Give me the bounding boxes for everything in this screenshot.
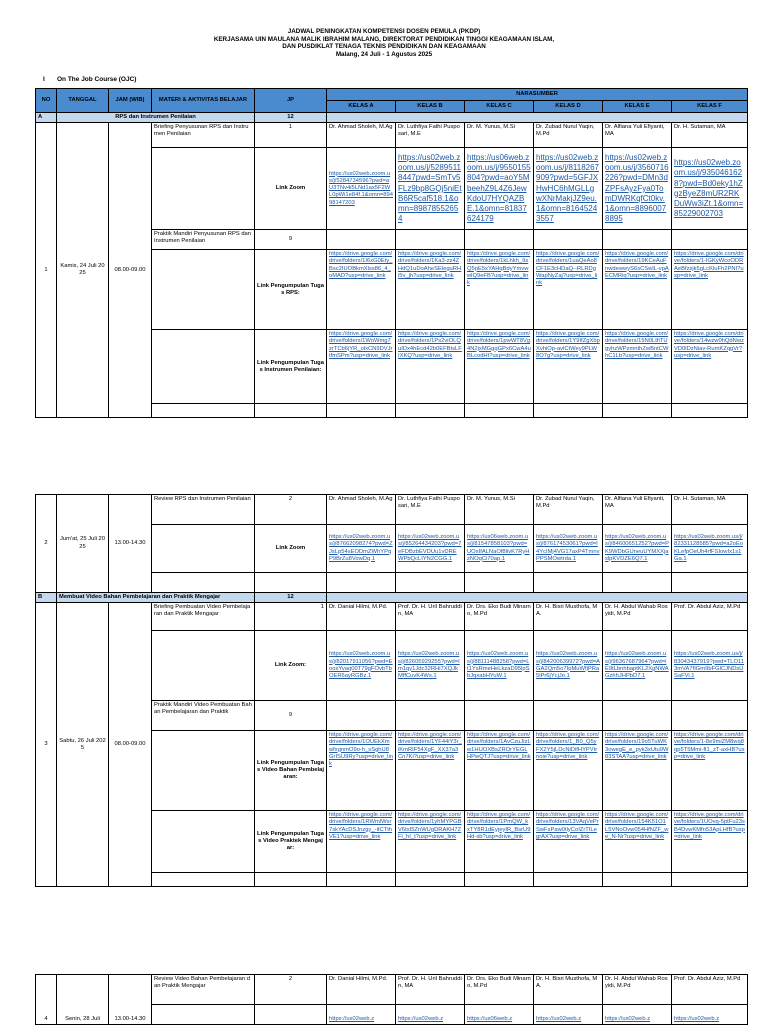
drive-link[interactable]: https://drive.google.com/drive/folders/1Ka3-zz4ZHdQ1uDoAheSEleguRHi5v_jh?usp=drive_link xyxy=(396,250,465,330)
section-title: On The Job Course (OJC) xyxy=(57,76,137,83)
drive-link[interactable]: https://drive.google.com/drive/folders/1-8e9miZM8wq8qp5T5Mmi-fI1_zT-axHB?usp=drive_link xyxy=(672,731,748,811)
col-header-kelas-e: KELAS E xyxy=(603,101,672,113)
zoom-link[interactable]: https://us02web.zoom.us/j/96367687964?pwd=iE9tLbnhbaptKL2XgNWAGzhhJHPbD7.1 xyxy=(603,631,672,701)
document-header xyxy=(0,28,768,58)
link-label: Link Pengumpulan Tugas RPS: xyxy=(255,250,327,330)
col-header-tanggal: TANGGAL xyxy=(57,89,109,113)
row-date: Sabtu, 26 Juli 2025 xyxy=(57,603,109,887)
zoom-link[interactable]: https://us02web.zoom.us/j/83043437919?pwd=TLO113mVA7fIGm9bFGlCJNDsUSaFVi.1 xyxy=(672,631,748,701)
zoom-link[interactable]: https://us02web.zoom.us/j/52895118447pwd=SmTv5FLz9bp8GQj5niEtB6R5caf518.1&omn=89878552654 xyxy=(396,148,465,230)
drive-link[interactable]: https://drive.google.com/drive/folders/1uaQeAo8CF1E3cHDaQ--RLRDgWapNyZaj?usp=drive_link xyxy=(534,250,603,330)
zoom-link[interactable]: https://us02web.zoom.us/j/85264434203?pwd=7eFDBzbEVDUu1vDREWPbQcLIYN2CGG.1 xyxy=(396,525,465,573)
drive-link[interactable]: https://drive.google.com/drive/folders/1PmQW_kxTY8R1dEyjeyIR_BsrU9Hd-sb?usp=drive_link xyxy=(465,811,534,873)
speaker-name: Prof. Dr. H. Uril Bahruddin, MA xyxy=(396,975,465,1005)
speaker-name: Dr. Luthfiya Fathi Pusposari, M.E xyxy=(396,495,465,525)
zoom-link[interactable]: https://us06web.z xyxy=(465,1005,534,1025)
drive-link[interactable]: https://drive.google.com/drive/folders/1UOvq-5ptFu23sB4DvwKMfn53ApLHfB?usp=drive_link xyxy=(672,811,748,873)
band-code: A xyxy=(36,113,57,123)
speaker-name: Dr. Drs. Eko Budi Minarno, M.Pd xyxy=(465,975,534,1005)
activity-text: Briefing Penyusunan RPS dan Instrumen Penilaian xyxy=(152,123,255,148)
drive-link[interactable]: https://drive.google.com/drive/folders/1Ps2viOLQuIDx4hEcd42b0EFBtsLFIXKQ?usp=drive_link xyxy=(396,330,465,404)
row-number: 2 xyxy=(36,495,57,593)
zoom-link[interactable]: https://us06web.zoom.us/j/81547858103?pwd=UOxIfALNaOf8livK7RyHzNOqCi70ap.1 xyxy=(465,525,534,573)
drive-link[interactable]: https://drive.google.com/drive/folders/1WoWmg7zrTCb6jYR_olxCN9DVJrtfmSPm?usp=drive_link xyxy=(327,330,396,404)
col-header-kelas-f: KELAS F xyxy=(672,101,748,113)
speaker-name: Dr. Alfiana Yuli Efiyanti, MA xyxy=(603,495,672,525)
col-header-kelas-c: KELAS C xyxy=(465,101,534,113)
link-label: Link Zoom xyxy=(255,525,327,573)
drive-link[interactable]: https://drive.google.com/drive/folders/1kLhkh_9sQ5pE5xYAHqBdyYmvwwlQ9eFB?usp=drive_link xyxy=(465,250,534,330)
jp-value: 2 xyxy=(255,975,327,1005)
activity-text: Review Video Bahan Pembelajaran dan Praktik Mengajar xyxy=(152,975,255,1005)
drive-link[interactable]: https://drive.google.com/drive/folders/1_B0_Q5yFX2Y5jLDcNiDifHYPVtrnoie?usp=drive_link xyxy=(534,731,603,811)
jp-value: 1 xyxy=(255,123,327,148)
speaker-name: Dr. H. Sutaman, MA xyxy=(672,495,748,525)
speaker-name: Dr. H. Bisri Musthofa, MA. xyxy=(534,975,603,1005)
zoom-link[interactable]: https://us02web.z xyxy=(603,1005,672,1025)
speaker-name: Dr. Drs. Eko Budi Minarno, M.Pd xyxy=(465,603,534,631)
table-row xyxy=(36,603,748,631)
band-title: RPS dan Instrumen Penilaian xyxy=(57,113,255,123)
zoom-link[interactable]: https://us02web.zoom.us/j/82017911056?pwd=EoosYvaq00T79gFOvbTbOER6ayRGBz.1 xyxy=(327,631,396,701)
link-label: Link Pengumpulan Tugas Video Bahan Pembelajaran: xyxy=(255,731,327,811)
header-subtitle-1: KERJASAMA UIN MAULANA MALIK IBRAHIM MALANG, DIREKTORAT PENDIDIKAN TINGGI KEAGAMAAN ISLAM, xyxy=(213,35,555,43)
jp-value: 1 xyxy=(255,603,327,631)
zoom-link[interactable]: https://us02web.zoom.us/j/82331128585?pwd=a2oEoKLefpOeUh4rfFSIowIx1s1Ga.1 xyxy=(672,525,748,573)
zoom-link[interactable]: https://us06web.zoom.us/j/9550155804?pwd=aoY5MbeehZ9L4Z6JewKdoU7HYQAZBE.1&omn=81837624179 xyxy=(465,148,534,230)
zoom-link[interactable]: https://us02web.zoom.us/j/5284734596?pwd=aU3TNv4i5LNd1ax5F2WL0pWi1e84f.1&omn=89498147203 xyxy=(327,148,396,230)
zoom-link[interactable]: https://us02web.zoom.us/j/84600651252?pwd=PK9WDbGUneuUYMXXjaslpKVDZE6Q7.1 xyxy=(603,525,672,573)
drive-link[interactable]: https://drive.google.com/drive/folders/1yhMYPGBV6txI5ZnWUgDRAKH7ZFi_hI_t?usp=drive_link xyxy=(396,811,465,873)
zoom-link[interactable]: https://us02web.z xyxy=(396,1005,465,1025)
row-date: Jum'at, 25 Juli 2025 xyxy=(57,495,109,593)
row-time: 08.00-09.00 xyxy=(109,603,152,887)
col-header-kelas-d: KELAS D xyxy=(534,101,603,113)
col-header-narasumber: NARASUMBER xyxy=(327,89,748,101)
table-row xyxy=(36,123,748,148)
speaker-name: Dr. Danial Hilmi, M.Pd. xyxy=(327,603,396,631)
speaker-name: Dr. H. Abdul Wahab Rosyidi, M.Pd xyxy=(603,975,672,1005)
speaker-name: Dr. Ahmad Sholeh, M.Ag xyxy=(327,495,396,525)
speaker-name: Dr. Zubad Nurul Yaqin, M.Pd xyxy=(534,495,603,525)
drive-link[interactable]: https://drive.google.com/drive/folders/1pwWT8Vg4N2jxMGgqGPx6CwA4uBLcodHt?usp=drive_link xyxy=(465,330,534,404)
band-jp: 12 xyxy=(255,113,327,123)
speaker-name: Dr. H. Bisri Musthofa, MA. xyxy=(534,603,603,631)
row-number: 3 xyxy=(36,603,57,887)
col-header-kelas-a: KELAS A xyxy=(327,101,396,113)
link-label: Link Zoom xyxy=(255,148,327,230)
speaker-name: Dr. Alfiana Yuli Efiyanti, MA xyxy=(603,123,672,148)
zoom-link[interactable]: https://us02web.z xyxy=(327,1005,396,1025)
drive-link[interactable]: https://drive.google.com/drive/folders/1Y9IfZgXbpXvhiOp-avlCtWey9PLW8O7g?usp=drive_link xyxy=(534,330,603,404)
row-time: 13.00-14.30 xyxy=(109,975,152,1025)
col-header-jam: JAM (WIB) xyxy=(109,89,152,113)
zoom-link[interactable]: https://us02web.zoom.us/j/8118267909?pwd=5GFJXHwHC6hMGLLgwXNrMakjJZ9eu.1&omn=81645243557 xyxy=(534,148,603,230)
zoom-link[interactable]: https://us02web.zoom.us/j/82605929255?pwd=Im1qy1Jdc32RHi7XQJkMffCuvK4Ws.1 xyxy=(396,631,465,701)
speaker-name: Prof. Dr. Abdul Aziz, M.Pd xyxy=(672,603,748,631)
drive-link[interactable]: https://drive.google.com/drive/folders/1RWmlWsr7skYAcDSJnzgy_-itCTthVE1?usp=drive_link xyxy=(327,811,396,873)
speaker-name: Prof. Dr. Abdul Aziz, M.Pd xyxy=(672,975,748,1005)
schedule-table-page-1 xyxy=(35,88,748,418)
zoom-link[interactable]: https://us02web.z xyxy=(672,1005,748,1025)
speaker-name: Dr. Ahmad Sholeh, M.Ag xyxy=(327,123,396,148)
section-band-a xyxy=(36,113,748,123)
drive-link[interactable]: https://drive.google.com/drive/folders/1AvCzuJizLw1HUOXBsZROrYEGLHPwQTJ?usp=drive_link xyxy=(465,731,534,811)
jp-value: 9 xyxy=(255,701,327,731)
drive-link[interactable]: https://drive.google.com/drive/folders/1OUEkXmwfxgnmO9o-h_sSghU8GrISU9Ry?usp=drive_link xyxy=(327,731,396,811)
drive-link[interactable]: https://drive.google.com/drive/folders/14wzw0hQdNwzVD0lDzNiav-RumKZqgVr?usp=drive_link xyxy=(672,330,748,404)
speaker-name: Dr. Danial Hilmi, M.Pd. xyxy=(327,975,396,1005)
schedule-table-page-3 xyxy=(35,974,748,1025)
col-header-jp: JP xyxy=(255,89,327,113)
zoom-link[interactable]: https://us02web.zoom.us/j/88111488258?pwd=Lt1YsRmeHeLkzaD95lpSbJqxabHYuW.1 xyxy=(465,631,534,701)
band-title: Membuat Video Bahan Pembelajaran dan Praktik Mengajar xyxy=(57,593,255,603)
row-number: 1 xyxy=(36,123,57,418)
speaker-name: Prof. Dr. H. Uril Bahruddin, MA xyxy=(396,603,465,631)
drive-link[interactable]: https://drive.google.com/drive/folders/13VAqVePrSwFsPaw0tlyCoIZrTILegrAX?usp=drive_link xyxy=(534,811,603,873)
table-row xyxy=(36,975,748,1005)
table-row xyxy=(36,495,748,525)
jp-value: 9 xyxy=(255,230,327,250)
section-heading xyxy=(43,76,136,83)
drive-link[interactable]: https://drive.google.com/drive/folders/19o5TuWK3owegE_e_pyk3xUtu9W83STAA?usp=drive_link xyxy=(603,731,672,811)
schedule-table-page-2 xyxy=(35,494,748,887)
drive-link[interactable]: https://drive.google.com/drive/folders/1I6xG0Ety_Bsc2IUOBkmXlss86_4_oMAD?usp=drive_link xyxy=(327,250,396,330)
header-subtitle-2: DAN PUSDIKLAT TENAGA TEKNIS PENDIDIKAN DAN KEAGAMAAN xyxy=(282,43,486,51)
zoom-link[interactable]: https://us02web.zoom.us/j/87662098274?pwd=ZJsLp54sEODmZWhYPqP9BrZu8VowDq.1 xyxy=(327,525,396,573)
zoom-link[interactable]: https://us02web.zoom.us/j/3560716226?pwd=DMn3dZPFsAyzFya0TomDWRKqfCt0kv.1&omn=88960078895 xyxy=(603,148,672,230)
drive-link[interactable]: https://drive.google.com/drive/folders/1-IGKyWcoODRAeBfzsjk5gLcKluFh2PNI?usp=drive_link xyxy=(672,250,748,330)
zoom-link[interactable]: https://us02web.zoom.us/j/9350461628?pwd=Bd0eky1hZgzByeZ8mUR2RKDuWw3iZt.1&omn=85229002703 xyxy=(672,148,748,230)
link-label: Link Pengumpulan Tugas Instrumen Penilaian: xyxy=(255,330,327,404)
speaker-name: Dr. Luthfiya Fathi Pusposari, M.E xyxy=(396,123,465,148)
activity-text: Review RPS dan Instrumen Penilaian xyxy=(152,495,255,525)
speaker-name: Dr. Zubad Nurul Yaqin, M.Pd xyxy=(534,123,603,148)
drive-link[interactable]: https://drive.google.com/drive/folders/1YF44iY3r_iKmRIF54XgF_XX37a3Cn7Ki?usp=drive_link xyxy=(396,731,465,811)
row-time: 13.00-14.30 xyxy=(109,495,152,593)
row-date: Kamis, 24 Juli 2025 xyxy=(57,123,109,418)
section-band-b xyxy=(36,593,748,603)
activity-text: Briefing Pembuatan Video Pembelajaran dan Praktik Mengajar xyxy=(152,603,255,631)
col-header-kelas-b: KELAS B xyxy=(396,101,465,113)
speaker-name: Dr. M. Yunus, M.Si xyxy=(465,495,534,525)
band-code: B xyxy=(36,593,57,603)
speaker-name: Dr. M. Yunus, M.Si xyxy=(465,123,534,148)
activity-text: Praktik Mandiri Video Pembuatan Bahan Pembelajaran dan Praktik xyxy=(152,701,255,731)
row-number: 4 xyxy=(36,975,57,1025)
link-label: Link Pengumpulan Tugas Video Praktek Mengajar: xyxy=(255,811,327,873)
row-date: Senin, 28 Juli xyxy=(57,975,109,1025)
zoom-link[interactable]: https://us02web.z xyxy=(534,1005,603,1025)
col-header-no: NO xyxy=(36,89,57,113)
speaker-name: Dr. H. Sutaman, MA xyxy=(672,123,748,148)
link-label: Link Zoom: xyxy=(255,631,327,701)
activity-text: Praktik Mandiri Penyusunan RPS dan Instrumen Penilaian xyxy=(152,230,255,250)
drive-link[interactable]: https://drive.google.com/drive/folders/15N0LtfiTUgyhzWPzmnthZwBntCWhC1Lb?usp=drive_link xyxy=(603,330,672,404)
row-time: 08.00-09.00 xyxy=(109,123,152,418)
section-number: I xyxy=(43,76,45,83)
header-title: JADWAL PENINGKATAN KOMPETENSI DOSEN PEMULA (PKDP) xyxy=(287,28,481,35)
zoom-link[interactable]: https://us02web.zoom.us/j/87617453061?pwd=I4YcIMj4VG17axP4TmnvPPSMOwtrda.1 xyxy=(534,525,603,573)
speaker-name: Dr. H. Abdul Wahab Rosyidi, M.Pd xyxy=(603,603,672,631)
drive-link[interactable]: https://drive.google.com/drive/folders/154K51O1L5VNoOvw054HfNZF_we_N-Nr?usp=drive_link xyxy=(603,811,672,873)
table-header-row xyxy=(36,89,748,101)
col-header-materi: MATERI & AKTIVITAS BELAJAR xyxy=(152,89,255,113)
band-jp: 12 xyxy=(255,593,327,603)
zoom-link[interactable]: https://us02web.zoom.us/j/84200639972?pwd=AGA2Qm5o7IpMuWfjPRa5lPr6jYcjJo.1 xyxy=(534,631,603,701)
jp-value: 2 xyxy=(255,495,327,525)
header-date: Malang, 24 Juli - 1 Agustus 2025 xyxy=(335,50,433,58)
drive-link[interactable]: https://drive.google.com/drive/folders/19KCeAuFnwdewwyS6sCSwlL-vpAECMRiq?usp=drive_link xyxy=(603,250,672,330)
